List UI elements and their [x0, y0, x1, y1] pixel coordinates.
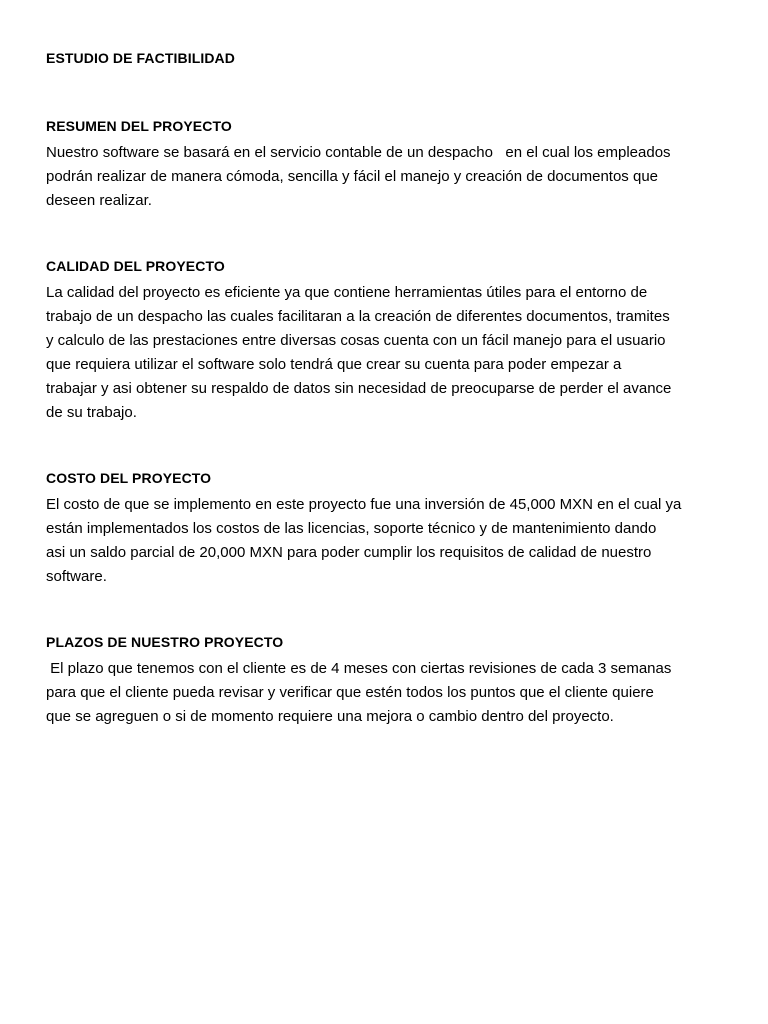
section-calidad: [46, 256, 728, 425]
section-heading: COSTO DEL PROYECTO: [46, 470, 212, 486]
section-paragraph: La calidad del proyecto es eficiente ya que contiene herramientas útiles para el entorno de trabajo de un despacho las cuales facilitaran a la creación de diferentes documentos, tramites y calculo de las prestaciones entre diversas cosas cuenta con un fácil manejo para el usuario que requiera utilizar el software solo tendrá que crear su cuenta para poder empezar a trabajar y asi obtener su respaldo de datos sin necesidad de preocuparse de perder el avance de su trabajo.: [46, 284, 672, 421]
document-title: ESTUDIO DE FACTIBILIDAD: [46, 50, 235, 66]
section-plazos: [46, 632, 728, 729]
section-resumen: [46, 116, 728, 213]
section-costo: [46, 468, 728, 589]
section-paragraph: El costo de que se implemento en este proyecto fue una inversión de 45,000 MXN en el cual ya están implementados los costos de las licencias, soporte técnico y de mantenimiento dando asi un saldo parcial de 20,000 MXN para poder cumplir los requisitos de calidad de nuestro software.: [46, 496, 682, 585]
section-heading: PLAZOS DE NUESTRO PROYECTO: [46, 634, 284, 650]
section-paragraph: Nuestro software se basará en el servicio contable de un despacho en el cual los empleados podrán realizar de manera cómoda, sencilla y fácil el manejo y creación de documentos que deseen realizar.: [46, 144, 671, 209]
section-paragraph: El plazo que tenemos con el cliente es de 4 meses con ciertas revisiones de cada 3 semanas para que el cliente pueda revisar y verificar que estén todos los puntos que el cliente quiere que se agreguen o si de momento requiere una mejora o cambio dentro del proyecto.: [46, 660, 672, 725]
section-heading: RESUMEN DEL PROYECTO: [46, 118, 232, 134]
section-heading: CALIDAD DEL PROYECTO: [46, 258, 225, 274]
